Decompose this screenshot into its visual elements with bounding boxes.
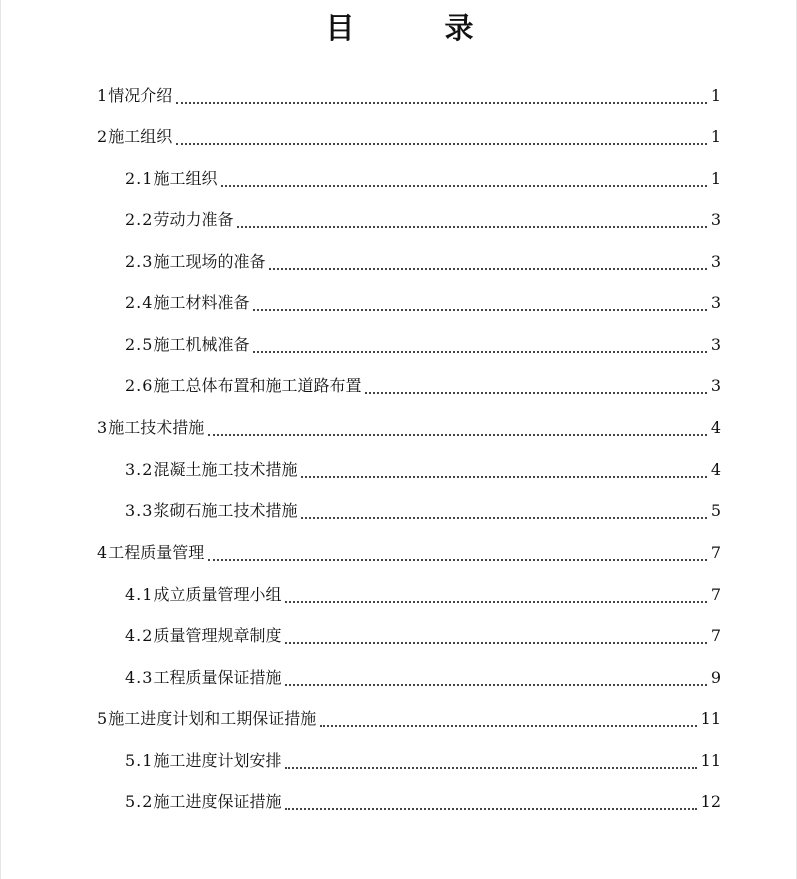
entry-page-number: 1 xyxy=(710,86,721,105)
entry-title: 施工组织 xyxy=(108,127,173,146)
dot-leader xyxy=(208,434,707,436)
entry-number: 5.2 xyxy=(125,792,154,811)
dot-leader xyxy=(301,517,706,519)
entry-page-number: 11 xyxy=(700,709,721,728)
dot-leader xyxy=(365,392,706,394)
entry-title: 施工机械准备 xyxy=(153,335,250,354)
entry-title: 施工总体布置和施工道路布置 xyxy=(153,376,362,395)
entry-title: 工程质量保证措施 xyxy=(153,668,282,687)
toc-entry[interactable] xyxy=(125,291,721,315)
dot-leader xyxy=(285,767,696,769)
entry-title: 施工材料准备 xyxy=(153,293,250,312)
entry-number: 4.3 xyxy=(125,668,154,687)
entry-number: 2.1 xyxy=(125,169,154,188)
toc-entry[interactable] xyxy=(125,666,721,690)
toc-entry[interactable] xyxy=(125,458,721,482)
dot-leader xyxy=(285,642,706,644)
entry-page-number: 7 xyxy=(710,585,721,604)
dot-leader xyxy=(301,476,706,478)
toc-entry[interactable] xyxy=(125,583,721,607)
entry-page-number: 4 xyxy=(710,418,721,437)
entry-page-number: 9 xyxy=(710,668,721,687)
entry-number: 5 xyxy=(97,709,109,728)
dot-leader xyxy=(208,559,707,561)
toc-entry[interactable] xyxy=(97,416,721,440)
dot-leader xyxy=(253,351,706,353)
entry-title: 施工技术措施 xyxy=(108,418,205,437)
toc-entry[interactable] xyxy=(125,624,721,648)
toc-entry[interactable] xyxy=(125,749,721,773)
entry-title: 混凝土施工技术措施 xyxy=(153,460,298,479)
entry-number: 1 xyxy=(97,86,109,105)
toc-entry[interactable] xyxy=(97,707,721,731)
entry-title: 施工进度计划和工期保证措施 xyxy=(108,709,317,728)
entry-page-number: 11 xyxy=(700,751,721,770)
toc-entry[interactable] xyxy=(97,125,721,149)
entry-number: 2.3 xyxy=(125,252,154,271)
entry-title: 质量管理规章制度 xyxy=(153,626,282,645)
entry-title: 施工进度计划安排 xyxy=(153,751,282,770)
entry-number: 5.1 xyxy=(125,751,154,770)
entry-page-number: 1 xyxy=(710,169,721,188)
entry-page-number: 3 xyxy=(710,376,721,395)
entry-title: 浆砌石施工技术措施 xyxy=(153,501,298,520)
entry-page-number: 7 xyxy=(710,543,721,562)
dot-leader xyxy=(269,268,706,270)
toc-entry[interactable] xyxy=(125,790,721,814)
entry-title: 施工现场的准备 xyxy=(153,252,266,271)
entry-number: 2.6 xyxy=(125,376,154,395)
entry-title: 劳动力准备 xyxy=(153,210,234,229)
entry-page-number: 12 xyxy=(700,792,721,811)
entry-number: 4.1 xyxy=(125,585,154,604)
entry-page-number: 4 xyxy=(710,460,721,479)
toc-entry[interactable] xyxy=(125,250,721,274)
dot-leader xyxy=(253,309,706,311)
toc-entry[interactable] xyxy=(125,374,721,398)
entry-title: 情况介绍 xyxy=(108,86,173,105)
dot-leader xyxy=(221,185,706,187)
dot-leader xyxy=(285,684,706,686)
toc-entry[interactable] xyxy=(97,84,721,108)
entry-page-number: 7 xyxy=(710,626,721,645)
entry-title: 施工组织 xyxy=(153,169,218,188)
entry-page-number: 3 xyxy=(710,210,721,229)
entry-title: 施工进度保证措施 xyxy=(153,792,282,811)
entry-title: 成立质量管理小组 xyxy=(153,585,282,604)
toc-entry[interactable] xyxy=(125,208,721,232)
entry-page-number: 5 xyxy=(710,501,721,520)
dot-leader xyxy=(285,601,706,603)
entry-number: 2.5 xyxy=(125,335,154,354)
dot-leader xyxy=(237,226,706,228)
entry-number: 3 xyxy=(97,418,109,437)
dot-leader xyxy=(176,102,707,104)
entry-number: 3.2 xyxy=(125,460,154,479)
dot-leader xyxy=(176,143,707,145)
entry-number: 2.2 xyxy=(125,210,154,229)
entry-number: 4 xyxy=(97,543,109,562)
entry-page-number: 3 xyxy=(710,335,721,354)
entry-page-number: 1 xyxy=(710,127,721,146)
entry-number: 2 xyxy=(97,127,109,146)
toc-entry[interactable] xyxy=(125,333,721,357)
dot-leader xyxy=(320,725,696,727)
entry-number: 2.4 xyxy=(125,293,154,312)
toc-title: 目 录 xyxy=(325,11,514,45)
entry-page-number: 3 xyxy=(710,252,721,271)
entry-number: 4.2 xyxy=(125,626,154,645)
entry-page-number: 3 xyxy=(710,293,721,312)
entry-title: 工程质量管理 xyxy=(108,543,205,562)
entry-number: 3.3 xyxy=(125,501,154,520)
toc-entry[interactable] xyxy=(125,167,721,191)
toc-entry[interactable] xyxy=(125,499,721,523)
dot-leader xyxy=(285,808,696,810)
toc-entry[interactable] xyxy=(97,541,721,565)
